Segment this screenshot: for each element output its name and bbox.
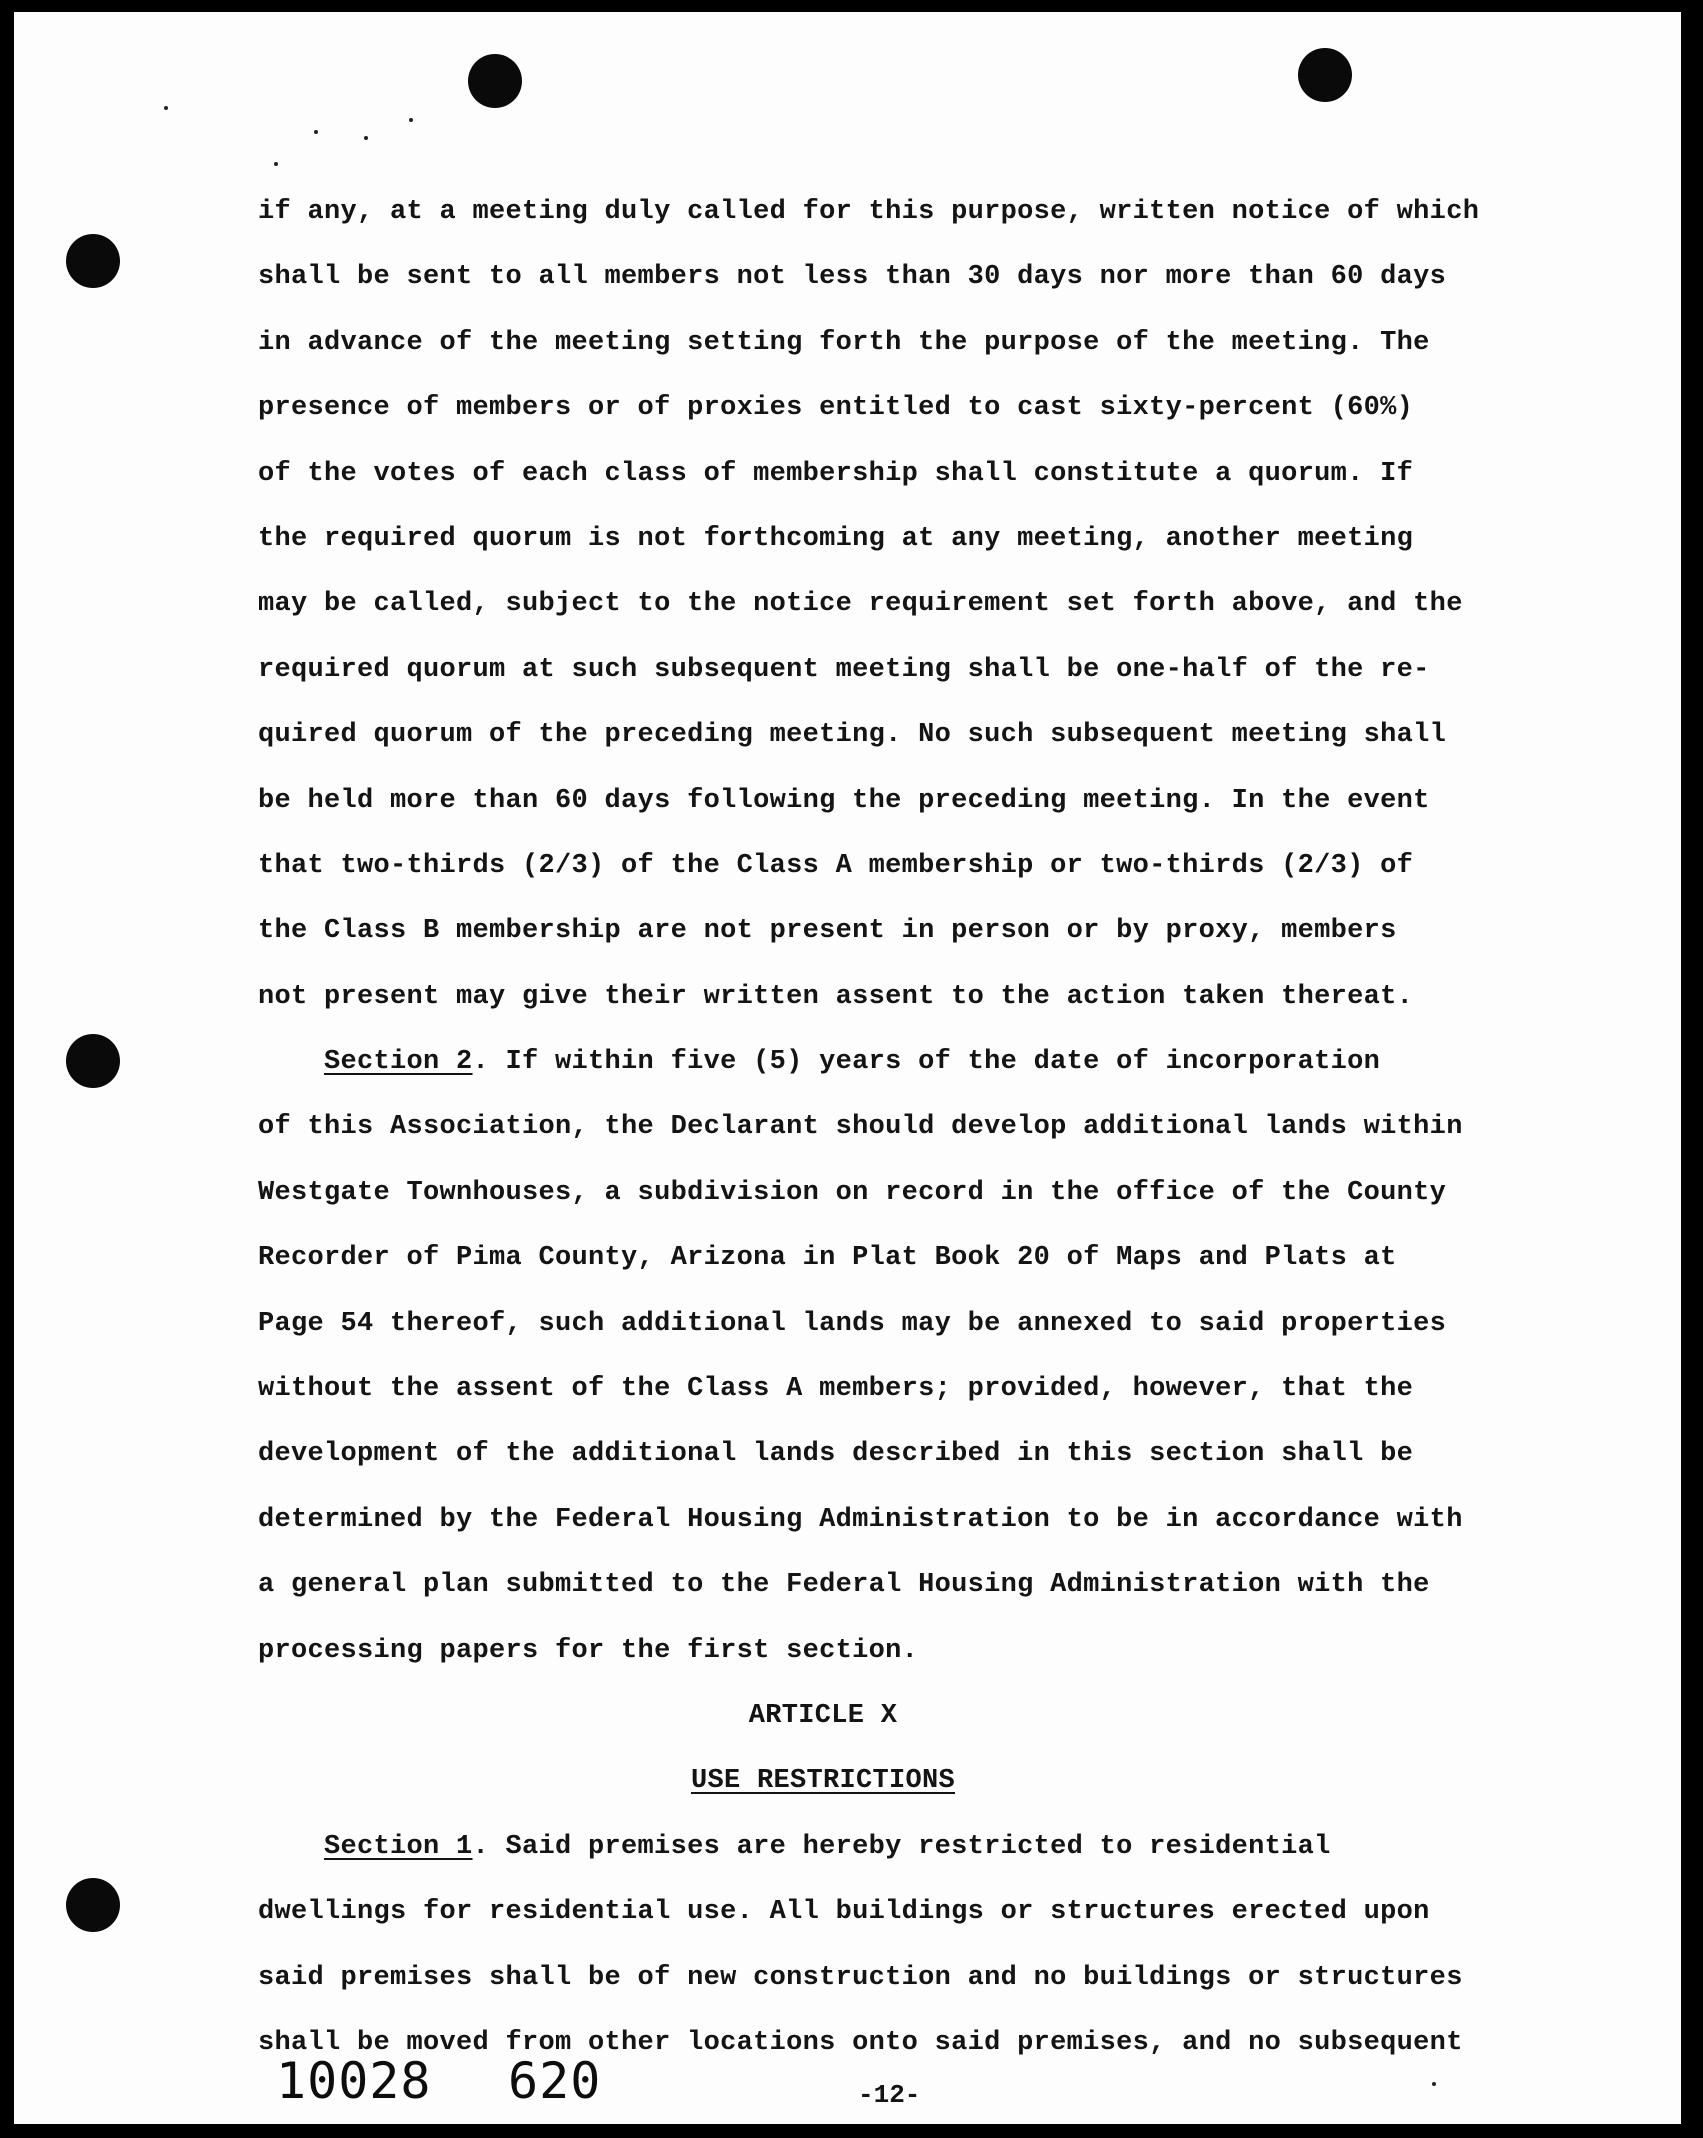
body-line: of this Association, the Declarant should develop additional lands within <box>258 1112 1463 1143</box>
body-line: said premises shall be of new construction and no buildings or structures <box>258 1962 1463 1993</box>
body-line: dwellings for residential use. All buildings or structures erected upon <box>258 1897 1430 1928</box>
body-line: quired quorum of the preceding meeting. No such subsequent meeting shall <box>258 720 1447 751</box>
body-line: determined by the Federal Housing Administration to be in accordance with <box>258 1504 1463 1535</box>
body-line: Westgate Townhouses, a subdivision on record in the office of the County <box>258 1177 1447 1208</box>
section-1-first-line-text: . Said premises are hereby restricted to residential <box>472 1831 1331 1862</box>
body-line: not present may give their written assent to the action taken thereat. <box>258 981 1414 1012</box>
article-title: ARTICLE X <box>748 1700 898 1731</box>
punch-hole-left-3 <box>66 1878 120 1932</box>
body-line: Recorder of Pima County, Arizona in Plat Book 20 of Maps and Plats at <box>258 1243 1397 1274</box>
body-line: a general plan submitted to the Federal Housing Administration with the <box>258 1570 1430 1601</box>
body-line: processing papers for the first section. <box>258 1635 919 1666</box>
scan-speck <box>409 118 413 122</box>
section-1-heading: Section 1 <box>324 1831 473 1862</box>
body-line: that two-thirds (2/3) of the Class A membership or two-thirds (2/3) of <box>258 850 1414 881</box>
scan-speck <box>1432 2082 1436 2086</box>
scan-speck <box>274 162 278 166</box>
body-line: development of the additional lands described in this section shall be <box>258 1439 1414 1470</box>
recording-page-number: 620 <box>508 2052 602 2110</box>
section-1-first-line <box>258 1815 1498 1880</box>
body-line: required quorum at such subsequent meeting shall be one-half of the re- <box>258 654 1430 685</box>
article-subtitle-row <box>258 1749 1498 1814</box>
article-subtitle: USE RESTRICTIONS <box>690 1766 956 1797</box>
body-line: without the assent of the Class A members; provided, however, that the <box>258 1374 1414 1405</box>
body-line: Page 54 thereof, such additional lands may be annexed to said properties <box>258 1308 1447 1339</box>
recording-book-number: 10028 <box>276 2052 432 2110</box>
body-line: in advance of the meeting setting forth the purpose of the meeting. The <box>258 327 1430 358</box>
body-line: shall be sent to all members not less than 30 days nor more than 60 days <box>258 262 1447 293</box>
body-line: be held more than 60 days following the preceding meeting. In the event <box>258 785 1430 816</box>
punch-hole-left-2 <box>66 1034 120 1088</box>
body-line: if any, at a meeting duly called for this purpose, written notice of which <box>258 197 1480 227</box>
section-2-heading: Section 2 <box>324 1047 473 1078</box>
section-2-first-line <box>258 1030 1498 1095</box>
scan-speck <box>364 136 368 140</box>
document-body <box>258 180 1498 2076</box>
body-line: presence of members or of proxies entitled to cast sixty-percent (60%) <box>258 393 1414 424</box>
body-line: shall be moved from other locations onto said premises, and no subsequent <box>258 2027 1463 2058</box>
body-line: the required quorum is not forthcoming at any meeting, another meeting <box>258 523 1414 554</box>
scan-speck <box>164 106 168 110</box>
body-line: may be called, subject to the notice requirement set forth above, and the <box>258 589 1463 620</box>
punch-hole-top-left <box>468 54 522 108</box>
punch-hole-left-1 <box>66 234 120 288</box>
body-line: of the votes of each class of membership shall constitute a quorum. If <box>258 458 1414 489</box>
page-number: -12- <box>858 2080 921 2110</box>
scan-speck <box>314 130 318 134</box>
punch-hole-top-right <box>1298 48 1352 102</box>
section-2-first-line-text: . If within five (5) years of the date of incorporation <box>472 1047 1381 1078</box>
document-page <box>14 12 1681 2124</box>
body-line: the Class B membership are not present in person or by proxy, members <box>258 916 1397 947</box>
